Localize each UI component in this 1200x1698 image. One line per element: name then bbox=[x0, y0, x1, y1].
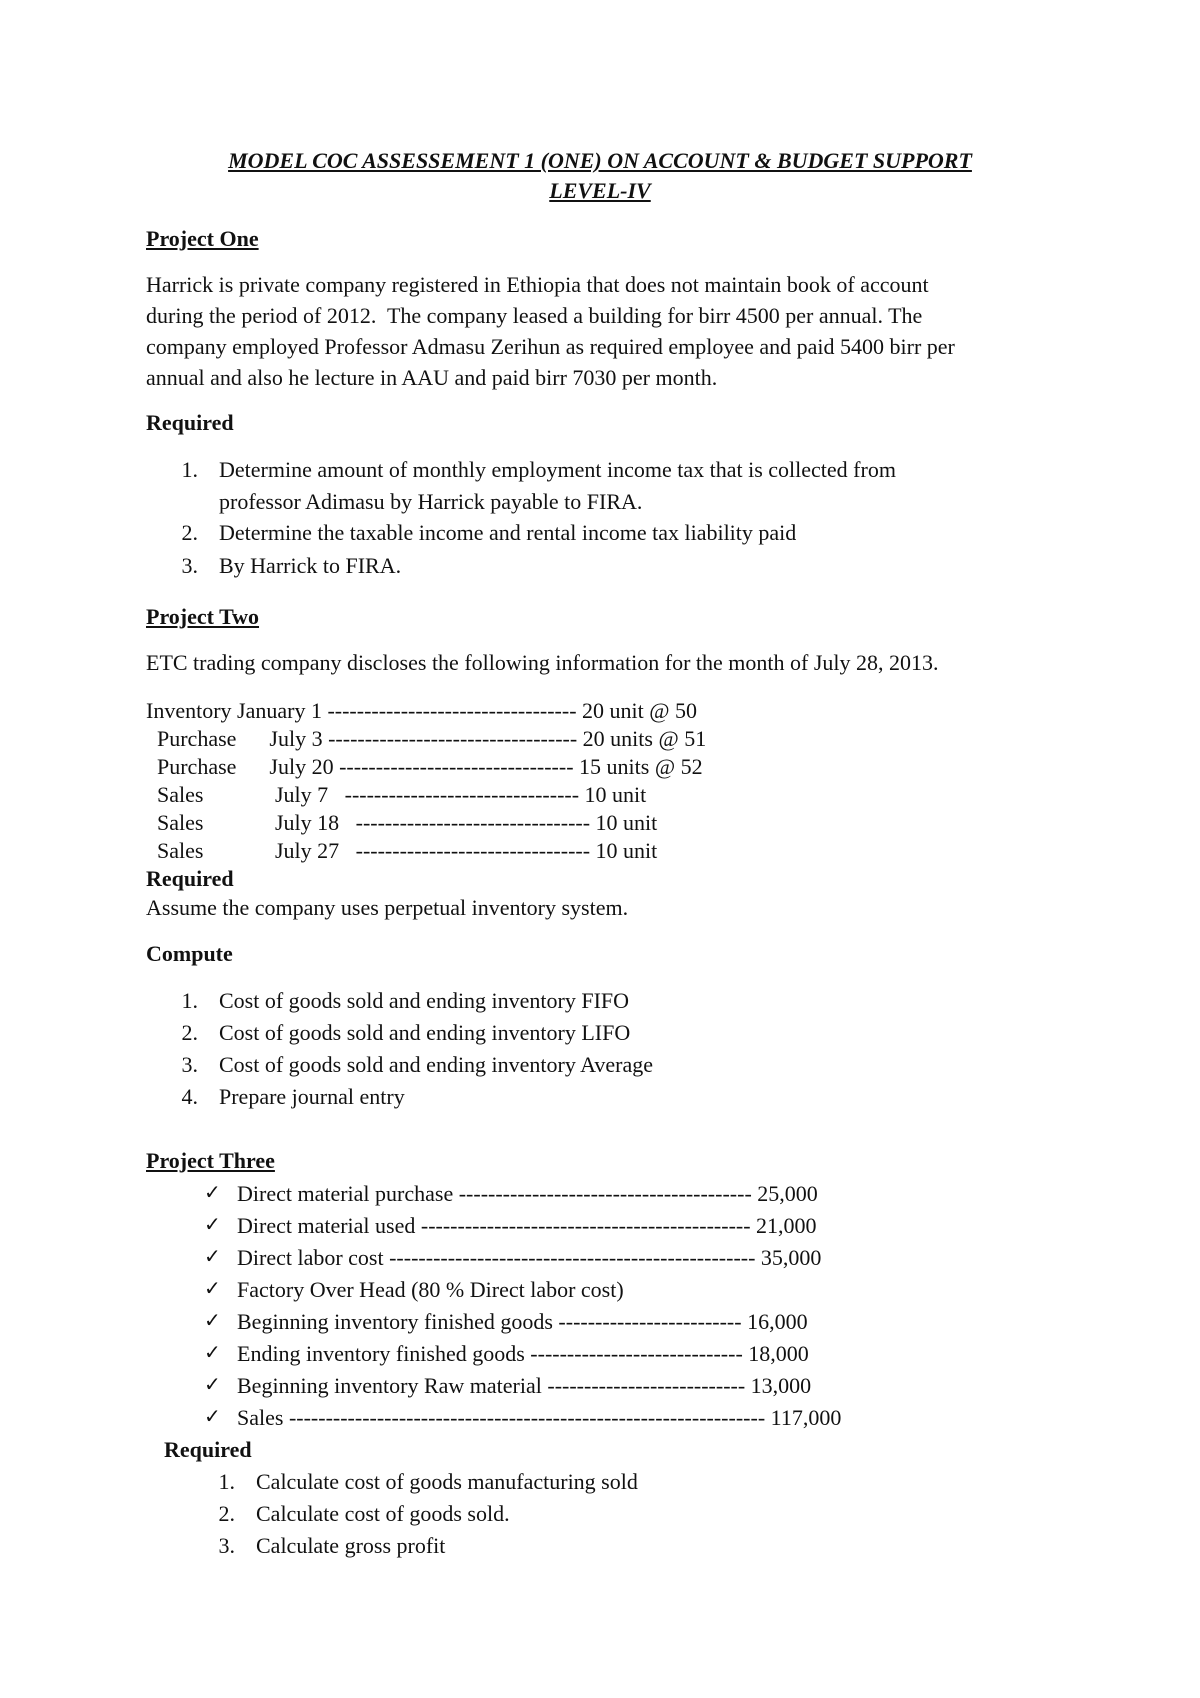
list-item: Calculate gross profit bbox=[256, 1533, 446, 1558]
project-two-assumption: Assume the company uses perpetual inventory system. bbox=[146, 895, 629, 920]
project-one-heading: Project One bbox=[146, 226, 259, 251]
checklist-item: Ending inventory finished goods ----------------------------- 18,000 bbox=[237, 1341, 809, 1366]
checkmark-icon: ✓ bbox=[204, 1182, 221, 1204]
project-one-paragraph-line: during the period of 2012. The company leased a building for birr 4500 per annual. The bbox=[146, 303, 923, 328]
project-one-required-label: Required bbox=[146, 410, 234, 435]
project-one-paragraph-line: annual and also he lecture in AAU and paid birr 7030 per month. bbox=[146, 365, 718, 390]
list-number: 1. bbox=[181, 988, 198, 1013]
checklist-item: Direct material purchase ---------------------------------------- 25,000 bbox=[237, 1181, 818, 1206]
checkmark-icon: ✓ bbox=[204, 1310, 221, 1332]
list-number: 3. bbox=[181, 553, 198, 578]
project-two-intro: ETC trading company discloses the following information for the month of July 28, 2013. bbox=[146, 650, 939, 675]
transaction-line: Purchase July 3 ---------------------------------- 20 units @ 51 bbox=[146, 726, 707, 751]
list-item: Prepare journal entry bbox=[219, 1084, 405, 1109]
list-item: Determine amount of monthly employment income tax that is collected from bbox=[219, 457, 896, 482]
list-number: 2. bbox=[181, 1020, 198, 1045]
list-number: 1. bbox=[181, 457, 198, 482]
list-item: Determine the taxable income and rental income tax liability paid bbox=[219, 520, 797, 545]
checkmark-icon: ✓ bbox=[204, 1406, 221, 1428]
list-item: Cost of goods sold and ending inventory LIFO bbox=[219, 1020, 631, 1045]
transaction-line: Sales July 7 -------------------------------- 10 unit bbox=[146, 782, 647, 807]
list-number: 2. bbox=[181, 520, 198, 545]
list-item: Cost of goods sold and ending inventory Average bbox=[219, 1052, 654, 1077]
list-item-continuation: professor Adimasu by Harrick payable to FIRA. bbox=[219, 489, 643, 514]
checklist-item: Beginning inventory finished goods ------------------------- 16,000 bbox=[237, 1309, 808, 1334]
document-title-line2: LEVEL-IV bbox=[549, 178, 651, 203]
list-number: 2. bbox=[218, 1501, 235, 1526]
checkmark-icon: ✓ bbox=[204, 1214, 221, 1236]
list-number: 3. bbox=[181, 1052, 198, 1077]
checklist-item: Beginning inventory Raw material --------------------------- 13,000 bbox=[237, 1373, 812, 1398]
project-two-required-label: Required bbox=[146, 866, 234, 891]
list-item: Calculate cost of goods manufacturing sold bbox=[256, 1469, 638, 1494]
list-number: 4. bbox=[181, 1084, 198, 1109]
checkmark-icon: ✓ bbox=[204, 1374, 221, 1396]
project-two-compute-label: Compute bbox=[146, 941, 233, 966]
transaction-line: Sales July 18 -------------------------------- 10 unit bbox=[146, 810, 658, 835]
document-title-line1: MODEL COC ASSESSEMENT 1 (ONE) ON ACCOUNT & BUDGET SUPPORT bbox=[228, 148, 972, 173]
transaction-line: Sales July 27 -------------------------------- 10 unit bbox=[146, 838, 658, 863]
transaction-line: Purchase July 20 -------------------------------- 15 units @ 52 bbox=[146, 754, 703, 779]
list-item: By Harrick to FIRA. bbox=[219, 553, 402, 578]
project-two-heading: Project Two bbox=[146, 604, 260, 629]
list-number: 3. bbox=[218, 1533, 235, 1558]
checklist-item: Direct labor cost -------------------------------------------------- 35,000 bbox=[237, 1245, 822, 1270]
project-three-heading: Project Three bbox=[146, 1148, 275, 1173]
checklist-item: Factory Over Head (80 % Direct labor cost) bbox=[237, 1277, 624, 1302]
project-one-paragraph-line: Harrick is private company registered in Ethiopia that does not maintain book of account bbox=[146, 272, 929, 297]
checklist-item: Direct material used --------------------------------------------- 21,000 bbox=[237, 1213, 817, 1238]
checkmark-icon: ✓ bbox=[204, 1342, 221, 1364]
project-one-paragraph-line: company employed Professor Admasu Zerihun as required employee and paid 5400 birr per bbox=[146, 334, 955, 359]
checkmark-icon: ✓ bbox=[204, 1246, 221, 1268]
project-three-required-label: Required bbox=[164, 1437, 252, 1462]
list-item: Cost of goods sold and ending inventory FIFO bbox=[219, 988, 630, 1013]
checkmark-icon: ✓ bbox=[204, 1278, 221, 1300]
list-number: 1. bbox=[218, 1469, 235, 1494]
list-item: Calculate cost of goods sold. bbox=[256, 1501, 510, 1526]
checklist-item: Sales ----------------------------------------------------------------- 117,000 bbox=[237, 1405, 842, 1430]
transaction-line: Inventory January 1 ---------------------------------- 20 unit @ 50 bbox=[146, 698, 698, 723]
